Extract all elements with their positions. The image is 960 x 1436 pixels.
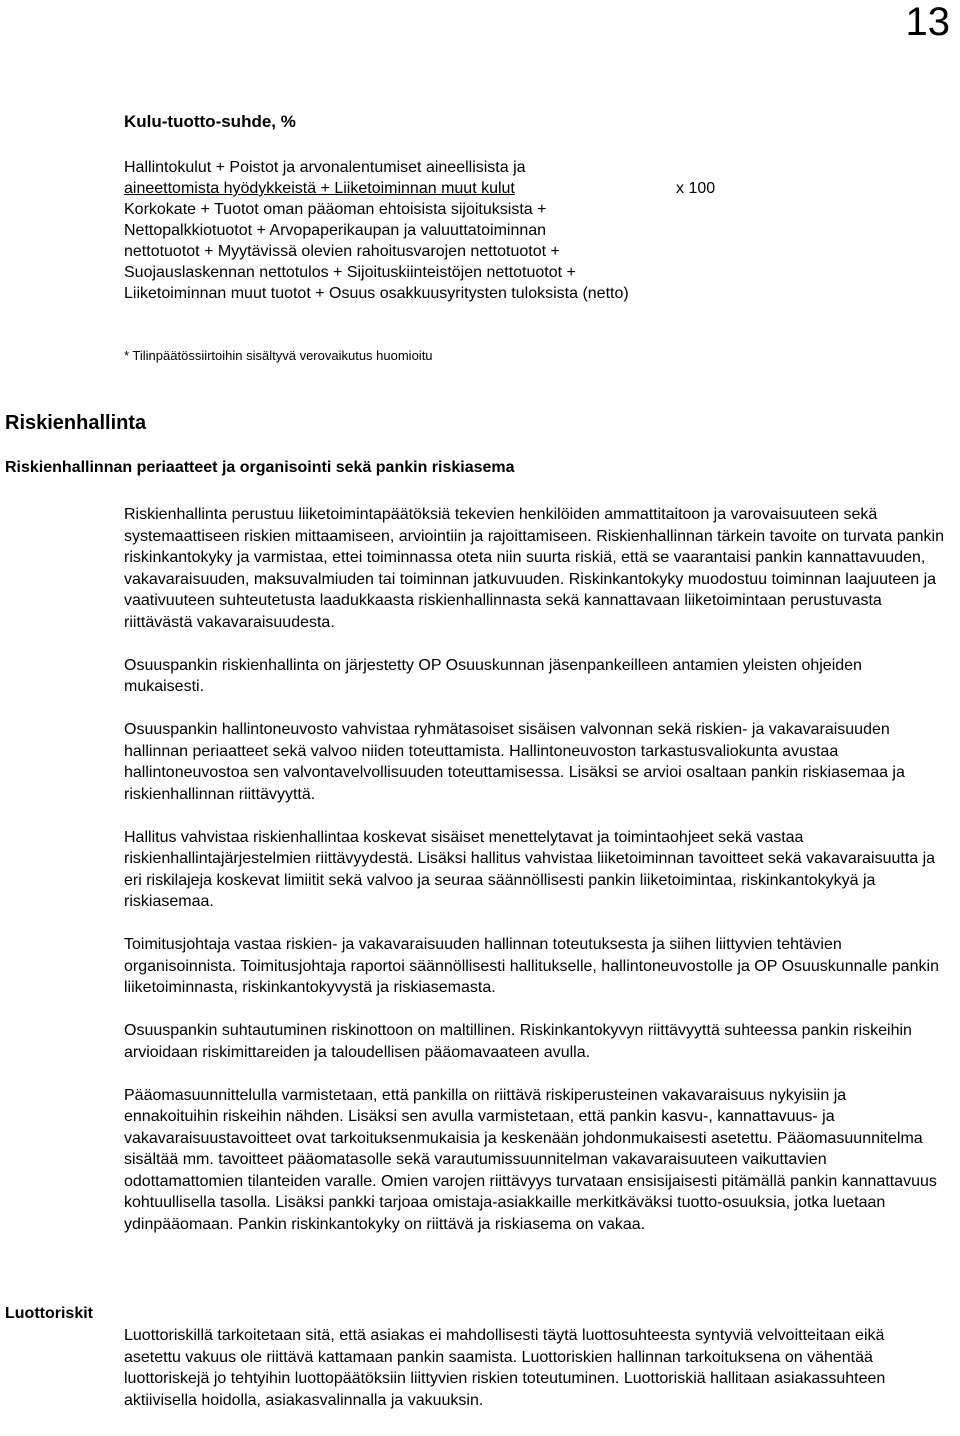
body-paragraph: Osuuspankin riskienhallinta on järjestetty OP Osuuskunnan jäsenpankeilleen antamien yleisten ohjeiden mukaisesti. (124, 656, 862, 695)
formula-denominator-line: Liiketoiminnan muut tuotot + Osuus osakkuusyritysten tuloksista (netto) (124, 285, 629, 302)
body-paragraph: Riskienhallinta perustuu liiketoimintapäätöksiä tekevien henkilöiden ammattitaitoon ja varovaisuuteen sekä systemaattiseen riskien mittaamiseen, arviointiin ja rajoittamiseen. Riskienhallinnan tärkein tavoite on turvata pankin riskinkantokyky ja varmistaa, ettei toiminnassa oteta niin suurta riskiä, että se vaarantaisi pankin kannattavuuden, vakavaraisuuden, maksuvalmiuden tai toiminnan jatkuvuuden. Riskinkantokyky muodostuu toiminnan laajuuteen ja vaativuuteen suhteutetusta laadukkaasta riskienhallinnasta sekä kannattavaan liiketoimintaan perustuvasta riittävästä vakavaraisuudesta. (124, 506, 944, 631)
formula-numerator-line-1: Hallintokulut + Poistot ja arvonalentumiset aineellisista ja (124, 159, 526, 176)
body-paragraph: Hallitus vahvistaa riskienhallintaa koskevat sisäiset menettelytavat ja toimintaohjeet sekä vastaa riskienhallintajärjestelmien riittävyydestä. Lisäksi hallitus vahvistaa liiketoiminnan tavoitteet sekä vakavaraisuutta ja eri riskilajeja koskevat limiitit sekä valvoo ja seuraa säännöllisesti pankin liiketoimintaa, riskinkantokykyä ja riskiasemaa. (124, 828, 936, 910)
formula-denominator (124, 199, 744, 304)
risk-management-body (124, 504, 944, 1257)
formula-denominator-line: Nettopalkkiotuotot + Arvopaperikaupan ja valuuttatoiminnan (124, 222, 547, 239)
formula-denominator-line: Korkokate + Tuotot oman pääoman ehtoisista sijoituksista + (124, 201, 547, 218)
risk-principles-subheading: Riskienhallinnan periaatteet ja organisointi sekä pankin riskiasema (5, 459, 515, 476)
formula-denominator-line: nettotuotot + Myytävissä olevien rahoitusvarojen nettotuotot + (124, 243, 560, 260)
risk-management-heading: Riskienhallinta (5, 412, 147, 434)
tax-effect-footnote: * Tilinpäätössiirtoihin sisältyvä verovaikutus huomioitu (124, 348, 433, 363)
body-paragraph: Pääomasuunnittelulla varmistetaan, että pankilla on riittävä riskiperusteinen vakavaraisuus nykyisiin ja ennakoituihin riskeihin nähden. Lisäksi sen avulla varmistetaan, että pankin kasvu-, kannattavuus- ja vakavaraisuustavoitteet ovat tarkoituksenmukaisia ja keskenään johdonmukaisesti asetettu. Pääomasuunnitelma sisältää mm. tavoitteet pääomatasolle sekä varautumissuunnitelman vakavaraisuuteen vaikuttavien odottamattomien tilanteiden varalle. Omien varojen riittävyys turvataan ensisijaisesti pitämällä pankin kannattavuus kohtuullisella tasolla. Lisäksi pankki tarjoaa omistaja-asiakkaille merkitkäväksi tuotto-osuuksia, jotka luetaan ydinpääomaan. Pankin riskinkantokyky on riittävä ja riskiasema on vakaa. (124, 1086, 937, 1233)
formula-numerator-line-2: aineettomista hyödykkeistä + Liiketoiminnan muut kulut (124, 180, 515, 197)
page-number: 13 (905, 0, 950, 44)
credit-risk-body (124, 1325, 944, 1411)
formula-denominator-line: Suojauslaskennan nettotulos + Sijoituskiinteistöjen nettotuotot + (124, 264, 576, 281)
body-paragraph: Osuuspankin suhtautuminen riskinottoon on maltillinen. Riskinkantokyvyn riittävyyttä suhteessa pankin riskeihin arvioidaan riskimittareiden ja taloudellisen pääomavaateen avulla. (124, 1022, 912, 1061)
body-paragraph: Osuuspankin hallintoneuvosto vahvistaa ryhmätasoiset sisäisen valvonnan sekä riskien- ja vakavaraisuuden hallinnan periaatteet sekä valvoo niiden toteuttamista. Hallintoneuvoston tarkastusvaliokunta avustaa hallintoneuvostoa sen valvontavelvollisuuden toteuttamisessa. Lisäksi se arvioi osaltaan pankin riskiasemaa ja riskienhallinnan riittävyyttä. (124, 721, 905, 803)
credit-risk-label: Luottoriskit (5, 1305, 93, 1322)
body-paragraph: Toimitusjohtaja vastaa riskien- ja vakavaraisuuden hallinnan toteutuksesta ja siihen liittyvien tehtävien organisoinnista. Toimitusjohtaja raportoi säännöllisesti hallitukselle, hallintoneuvostolle ja OP Osuuskunnalle pankin liiketoiminnasta, riskinkantokyvystä ja riskiasemasta. (124, 936, 939, 996)
cost-income-ratio-title: Kulu-tuotto-suhde, % (124, 112, 296, 131)
cost-income-formula (124, 157, 744, 304)
body-paragraph: Luottoriskillä tarkoitetaan sitä, että asiakas ei mahdollisesti täytä luottosuhteesta syntyviä velvoitteitaan eikä asetettu vakuus ole riittävä kattamaan pankin saamista. Luottoriskien hallinnan tarkoituksena on vähentää luottoriskejä jo tehtyihin luottopäätöksiin liittyvien riskien toteutuminen. Luottoriskiä hallitaan asiakassuhteen aktiivisella hoidolla, asiakasvalinnalla ja vakuuksin. (124, 1327, 886, 1409)
formula-multiplier: x 100 (676, 180, 716, 197)
